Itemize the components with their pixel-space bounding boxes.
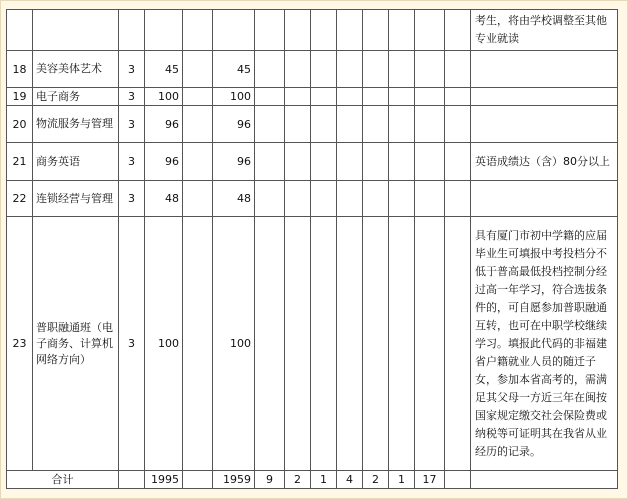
row-number: 20 (7, 106, 33, 143)
total-row (7, 471, 618, 489)
cell-empty (183, 217, 213, 471)
cell-empty (285, 10, 311, 51)
total-value: 1 (389, 471, 415, 489)
cell-empty (183, 88, 213, 106)
cell-empty (145, 10, 183, 51)
plan-count: 96 (145, 106, 183, 143)
cell-empty (337, 10, 363, 51)
cell-empty (183, 181, 213, 217)
table-row (7, 51, 618, 88)
row-number: 23 (7, 217, 33, 471)
total-value: 9 (255, 471, 285, 489)
plan-count: 45 (145, 51, 183, 88)
cell-empty (363, 10, 389, 51)
cell-empty (33, 10, 119, 51)
table-row (7, 106, 618, 143)
cell-empty (415, 10, 445, 51)
remark-cell (471, 106, 618, 143)
table-row (7, 143, 618, 181)
major-name: 物流服务与管理 (33, 106, 119, 143)
remark-cell (471, 181, 618, 217)
major-name: 连锁经营与管理 (33, 181, 119, 217)
remark-cell: 英语成绩达（含）80分以上 (471, 143, 618, 181)
major-name: 普职融通班（电子商务、计算机网络方向） (33, 217, 119, 471)
cell-empty (7, 10, 33, 51)
cell-empty (183, 10, 213, 51)
total-value: 17 (415, 471, 445, 489)
study-years: 3 (119, 88, 145, 106)
cell-empty (213, 10, 255, 51)
plan-count-xiamen: 96 (213, 143, 255, 181)
total-value: 2 (363, 471, 389, 489)
total-value: 1 (311, 471, 337, 489)
remark-cell (471, 51, 618, 88)
row-number: 19 (7, 88, 33, 106)
table-row (7, 10, 618, 51)
row-number: 18 (7, 51, 33, 88)
plan-count-xiamen: 48 (213, 181, 255, 217)
plan-count-xiamen: 100 (213, 88, 255, 106)
total-plan: 1995 (145, 471, 183, 489)
total-value: 4 (337, 471, 363, 489)
cell-empty (183, 51, 213, 88)
cell-empty (255, 10, 285, 51)
remark-cell (471, 88, 618, 106)
cell-empty (183, 106, 213, 143)
study-years: 3 (119, 143, 145, 181)
table-row (7, 181, 618, 217)
cell-empty (119, 10, 145, 51)
study-years: 3 (119, 181, 145, 217)
row-number: 21 (7, 143, 33, 181)
plan-count-xiamen: 45 (213, 51, 255, 88)
total-plan-xiamen: 1959 (213, 471, 255, 489)
plan-count: 96 (145, 143, 183, 181)
study-years: 3 (119, 51, 145, 88)
total-label: 合计 (7, 471, 119, 489)
plan-count: 100 (145, 217, 183, 471)
plan-count-xiamen: 96 (213, 106, 255, 143)
total-value: 2 (285, 471, 311, 489)
plan-count-xiamen: 100 (213, 217, 255, 471)
cell-empty (389, 10, 415, 51)
study-years: 3 (119, 106, 145, 143)
plan-count: 100 (145, 88, 183, 106)
study-years: 3 (119, 217, 145, 471)
remark-cell: 考生，将由学校调整至其他专业就读 (471, 10, 618, 51)
plan-count: 48 (145, 181, 183, 217)
cell-empty (311, 10, 337, 51)
enrollment-table (6, 9, 618, 489)
cell-empty (445, 10, 471, 51)
major-name: 美容美体艺术 (33, 51, 119, 88)
table-row (7, 88, 618, 106)
major-name: 商务英语 (33, 143, 119, 181)
table-row (7, 217, 618, 471)
cell-empty (183, 143, 213, 181)
major-name: 电子商务 (33, 88, 119, 106)
row-number: 22 (7, 181, 33, 217)
remark-cell: 具有厦门市初中学籍的应届毕业生可填报中考投档分不低于普高最低投档控制分经过高一年学习，符合选拔条件的，可自愿参加普职融通互转，也可在中职学校继续学习。填报此代码的非福建省户籍就业人员的随迁子女，参加本省高考的，需满足其父母一方近三年在闽按国家规定缴交社会保险费或纳税等可证明其在我省从业经历的记录。 (471, 217, 618, 471)
